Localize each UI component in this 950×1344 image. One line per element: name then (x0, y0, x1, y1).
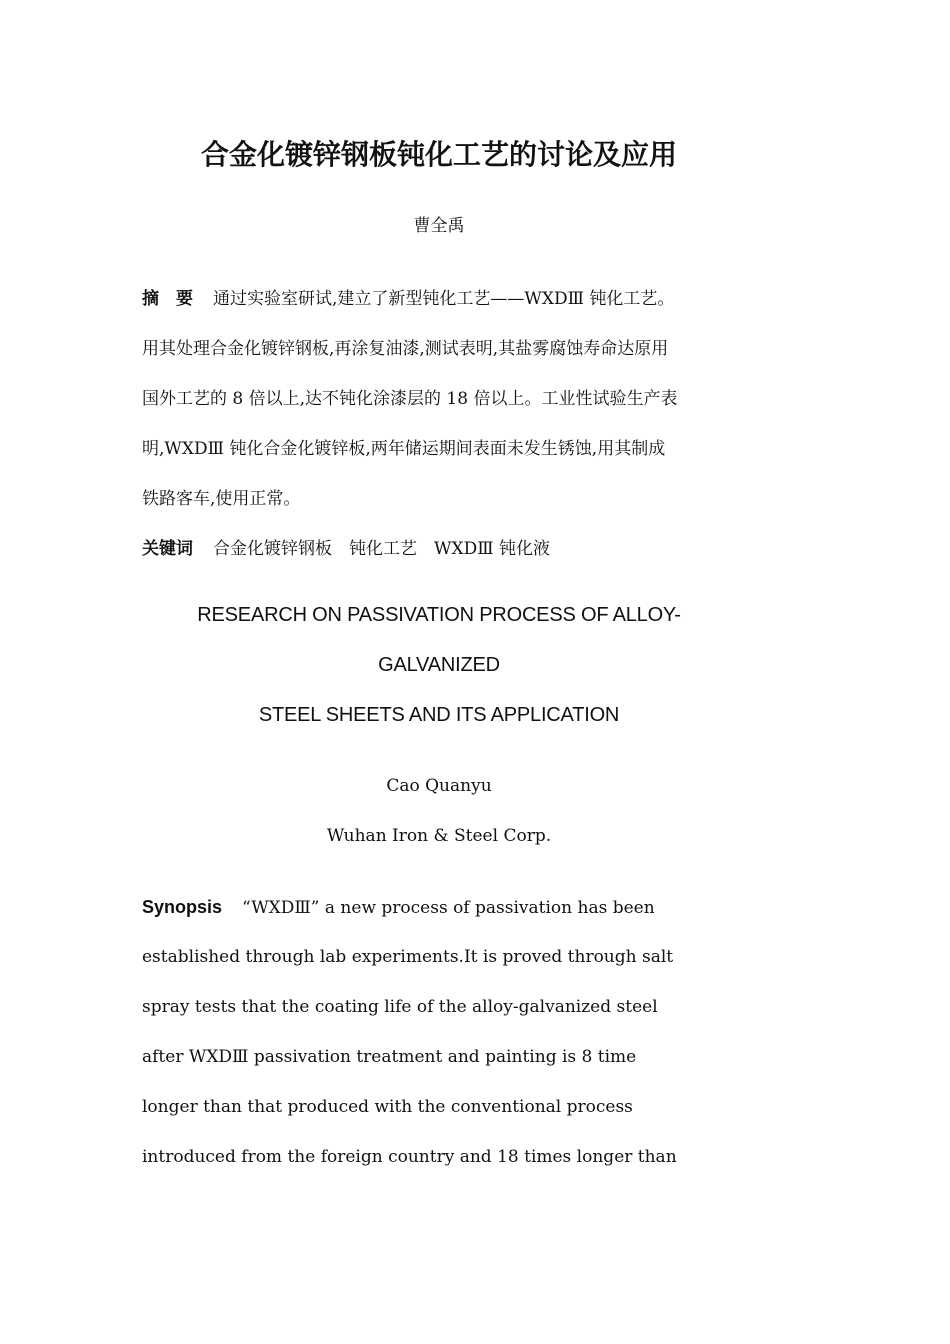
abstract-cn-line-3: 国外工艺的 8 倍以上,达不钝化涂漆层的 18 倍以上。工业性试验生产表 (142, 389, 678, 409)
author-name-cn: 曹全禹 (413, 216, 465, 236)
keywords-cn (142, 534, 762, 559)
abstract-cn-line-4: 明,WXDⅢ 钝化合金化镀锌板,两年储运期间表面未发生锈蚀,用其制成 (142, 439, 666, 459)
synopsis-en-line-6: introduced from the foreign country and 18 times longer than (142, 1147, 677, 1167)
synopsis-en-line-4: after WXDⅢ passivation treatment and painting is 8 time (142, 1047, 637, 1067)
keywords-label-cn: 关键词 (142, 539, 193, 559)
paper-title-en-line-2: GALVANIZED (378, 654, 500, 676)
synopsis-label: Synopsis (142, 897, 223, 917)
paper-title-en-line-1: RESEARCH ON PASSIVATION PROCESS OF ALLOY- (197, 604, 681, 626)
abstract-label-cn: 摘 要 (142, 289, 193, 309)
paper-title-cn: 合金化镀锌钢板钝化工艺的讨论及应用 (200, 138, 677, 171)
paper-title-en-line-3: STEEL SHEETS AND ITS APPLICATION (258, 704, 620, 726)
synopsis-text: “WXDⅢ” a new process of passivation has been (242, 898, 655, 918)
abstract-cn-text: 通过实验室研试,建立了新型钝化工艺——WXDⅢ 钝化工艺。 (213, 289, 675, 309)
affiliation-en: Wuhan Iron & Steel Corp. (326, 826, 552, 846)
abstract-cn-line-1 (142, 284, 762, 309)
synopsis-en-line-2: established through lab experiments.It is proved through salt (142, 947, 674, 967)
abstract-cn-line-2: 用其处理合金化镀锌钢板,再涂复油漆,测试表明,其盐雾腐蚀寿命达原用 (142, 339, 669, 359)
author-name-en: Cao Quanyu (386, 776, 492, 796)
synopsis-en-line-3: spray tests that the coating life of the alloy-galvanized steel (142, 997, 658, 1017)
abstract-cn-line-5: 铁路客车,使用正常。 (142, 489, 301, 509)
keywords-text-cn: 合金化镀锌钢板 钝化工艺 WXDⅢ 钝化液 (213, 539, 551, 559)
synopsis-en-line-1 (142, 897, 655, 918)
synopsis-en-line-5: longer than that produced with the conventional process (142, 1097, 633, 1117)
